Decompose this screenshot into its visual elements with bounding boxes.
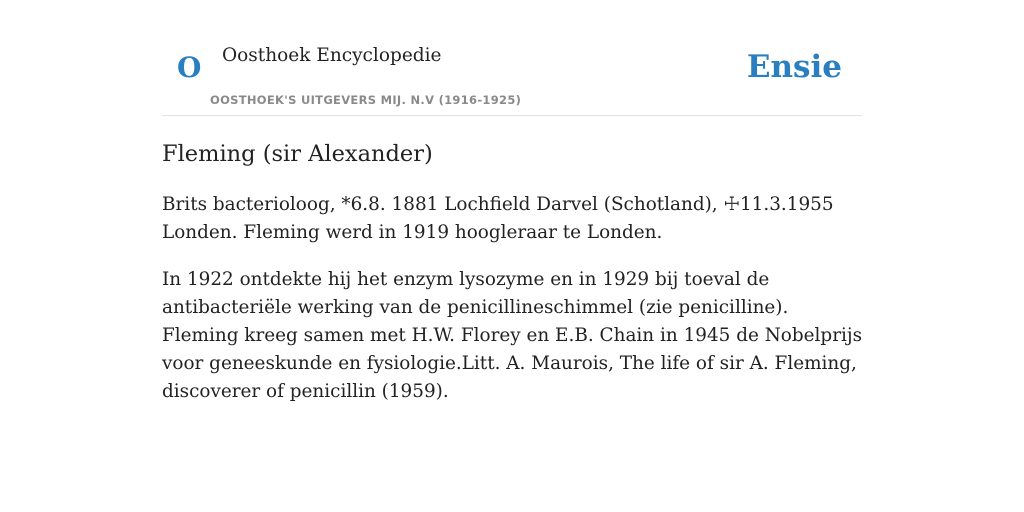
article-body <box>162 191 862 425</box>
article-title: Fleming (sir Alexander) <box>162 141 433 167</box>
ensie-brand-logo[interactable]: Ensie <box>746 49 842 85</box>
publisher-subtitle: OOSTHOEK'S UITGEVERS MIJ. N.V (1916-1925) <box>210 93 522 107</box>
article-paragraph: Brits bacterioloog, *6.8. 1881 Lochfield Darvel (Schotland), ☩11.3.1955 Londen. Fleming werd in 1919 hoogleraar te Londen. <box>162 194 834 243</box>
publication-header <box>162 40 862 116</box>
publication-title-link[interactable]: Oosthoek Encyclopedie <box>222 45 442 66</box>
article-paragraph: In 1922 ontdekte hij het enzym lysozyme en in 1929 bij toeval de antibacteriële werking van de penicillineschimmel (zie penicilline). Fleming kreeg samen met H.W. Florey en E.B. Chain in 1945 de Nobelprijs voor geneeskunde en fysiologie.Litt. A. Maurois, The life of sir A. Fleming, discoverer of penicillin (1959). <box>162 269 863 402</box>
publication-logo[interactable]: O <box>177 51 202 84</box>
